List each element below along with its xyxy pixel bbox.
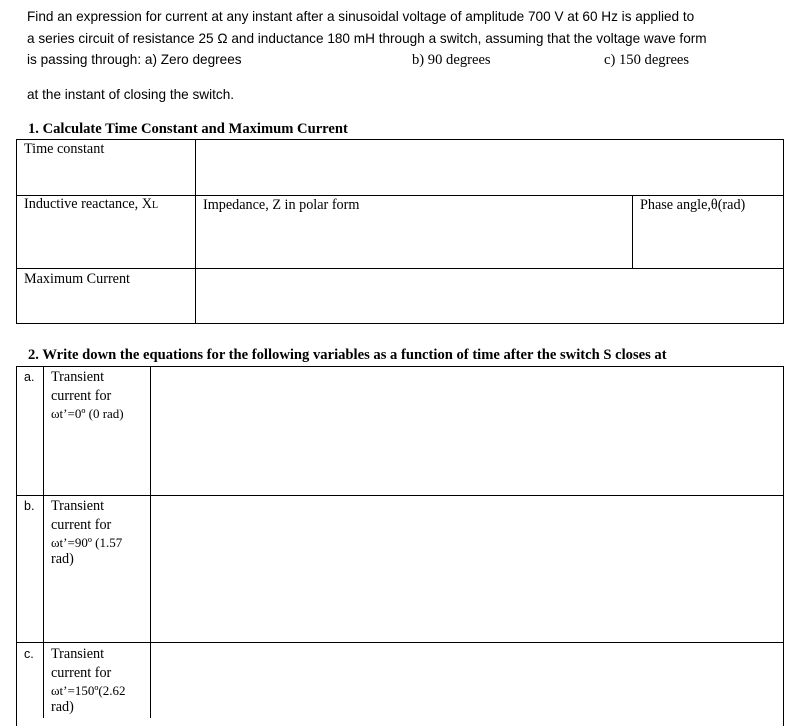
- table-1: [16, 139, 784, 324]
- table-1-phase-divider: [632, 195, 633, 269]
- table-2-label-divider: [150, 366, 151, 718]
- row-a-letter: a.: [24, 370, 35, 384]
- section-2-heading: 2. Write down the equations for the following variables as a function of time after the switch S closes at: [28, 347, 667, 363]
- row-a-label: Transient current for ωt’=0º (0 rad): [51, 369, 124, 421]
- phase-angle-label: Phase angle,θ(rad): [640, 197, 746, 213]
- table-1-row-divider-2: [16, 268, 784, 269]
- problem-line-2: a series circuit of resistance 25 Ω and inductance 180 mH through a switch, assuming that the voltage wave form: [27, 31, 707, 46]
- table-2-letter-divider: [43, 366, 44, 718]
- option-b: b) 90 degrees: [412, 52, 491, 68]
- option-c: c) 150 degrees: [604, 52, 690, 68]
- row-c-label: Transient current for ωt’=150º(2.62 rad): [51, 646, 126, 715]
- impedance-label: Impedance, Z in polar form: [203, 197, 360, 213]
- section-1-heading: 1. Calculate Time Constant and Maximum Current: [28, 121, 348, 137]
- inductive-reactance-label: Inductive reactance, XL: [24, 196, 159, 212]
- row-c-letter: c.: [24, 647, 34, 661]
- problem-line-1: Find an expression for current at any instant after a sinusoidal voltage of amplitude 700 V at 60 Hz is applied to: [27, 9, 695, 24]
- table-1-col-divider: [195, 139, 196, 324]
- table-2-row-divider-1: [16, 495, 784, 496]
- row-b-letter: b.: [24, 499, 35, 513]
- table-2-row-divider-2: [16, 642, 784, 643]
- row-b-label: Transient current for ωt’=90º (1.57 rad): [51, 498, 123, 567]
- problem-line-4: at the instant of closing the switch.: [27, 87, 235, 102]
- maximum-current-label: Maximum Current: [24, 271, 130, 287]
- time-constant-label: Time constant: [24, 141, 105, 157]
- problem-line-3: is passing through: a) Zero degrees: [27, 52, 242, 67]
